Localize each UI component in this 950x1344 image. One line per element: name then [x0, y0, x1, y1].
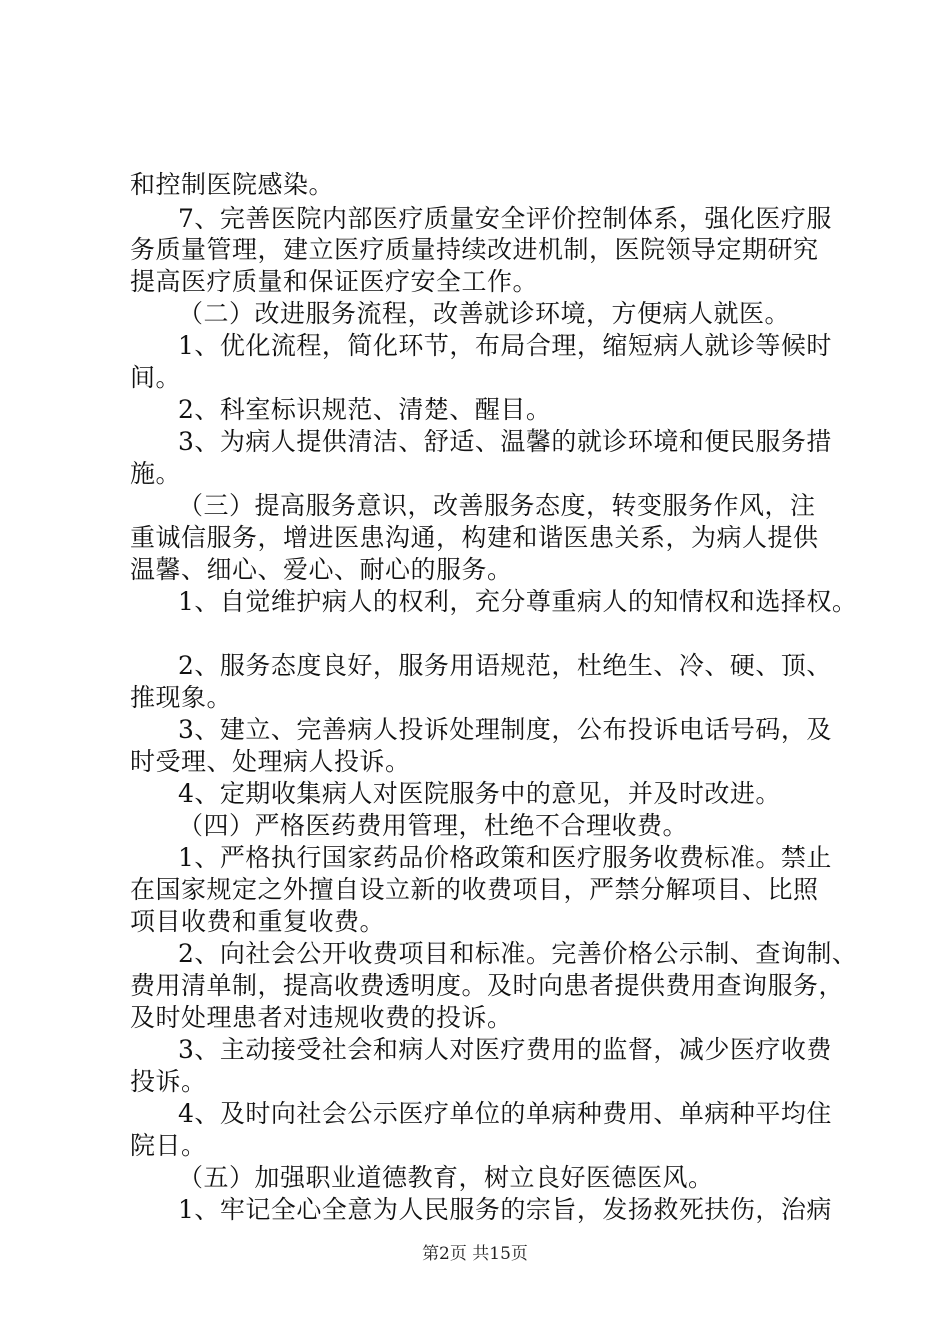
text-line: 推现象。 — [130, 683, 233, 712]
text-line: 1、优化流程，简化环节，布局合理，缩短病人就诊等候时 — [178, 331, 832, 360]
text-line: 间。 — [130, 363, 182, 392]
text-line: 3、为病人提供清洁、舒适、温馨的就诊环境和便民服务措 — [178, 427, 832, 456]
text-line: 项目收费和重复收费。 — [130, 907, 386, 936]
text-line: 重诚信服务，增进医患沟通，构建和谐医患关系，为病人提供 — [130, 523, 819, 552]
text-line: 提高医疗质量和保证医疗安全工作。 — [130, 267, 539, 296]
text-line: 4、及时向社会公示医疗单位的单病种费用、单病种平均住 — [178, 1099, 832, 1128]
text-line: 1、严格执行国家药品价格政策和医疗服务收费标准。禁止 — [178, 843, 832, 872]
section-heading: （四）严格医药费用管理，杜绝不合理收费。 — [178, 811, 689, 840]
text-line: 务质量管理，建立医疗质量持续改进机制，医院领导定期研究 — [130, 235, 819, 264]
text-line: 投诉。 — [130, 1067, 207, 1096]
text-line: 费用清单制，提高收费透明度。及时向患者提供费用查询服务， — [130, 971, 845, 1000]
text-line: 1、牢记全心全意为人民服务的宗旨，发扬救死扶伤，治病 — [178, 1195, 832, 1224]
text-line: 1、自觉维护病人的权利，充分尊重病人的知情权和选择权。 — [178, 587, 858, 616]
section-heading: （五）加强职业道德教育，树立良好医德医风。 — [178, 1163, 714, 1192]
text-line: 3、主动接受社会和病人对医疗费用的监督，减少医疗收费 — [178, 1035, 832, 1064]
text-line: 施。 — [130, 459, 182, 488]
page-footer: 第2页 共15页 — [422, 1244, 528, 1264]
text-line: 3、建立、完善病人投诉处理制度，公布投诉电话号码，及 — [178, 715, 832, 744]
section-heading: （二）改进服务流程，改善就诊环境，方便病人就医。 — [178, 299, 791, 328]
text-line: 2、服务态度良好，服务用语规范，杜绝生、冷、硬、顶、 — [178, 651, 832, 680]
text-line: 4、定期收集病人对医院服务中的意见，并及时改进。 — [178, 779, 781, 808]
text-line: 2、科室标识规范、清楚、醒目。 — [178, 395, 552, 424]
text-line: 2、向社会公开收费项目和标准。完善价格公示制、查询制、 — [178, 939, 858, 968]
text-line: 院日。 — [130, 1131, 207, 1160]
text-line: 和控制医院感染。 — [130, 170, 335, 199]
text-line: 及时处理患者对违规收费的投诉。 — [130, 1003, 513, 1032]
text-line: 在国家规定之外擅自设立新的收费项目，严禁分解项目、比照 — [130, 875, 819, 904]
text-line: 7、完善医院内部医疗质量安全评价控制体系，强化医疗服 — [178, 204, 832, 233]
text-line: 温馨、细心、爱心、耐心的服务。 — [130, 555, 513, 584]
section-heading: （三）提高服务意识，改善服务态度，转变服务作风，注 — [178, 491, 816, 520]
text-line: 时受理、处理病人投诉。 — [130, 747, 411, 776]
